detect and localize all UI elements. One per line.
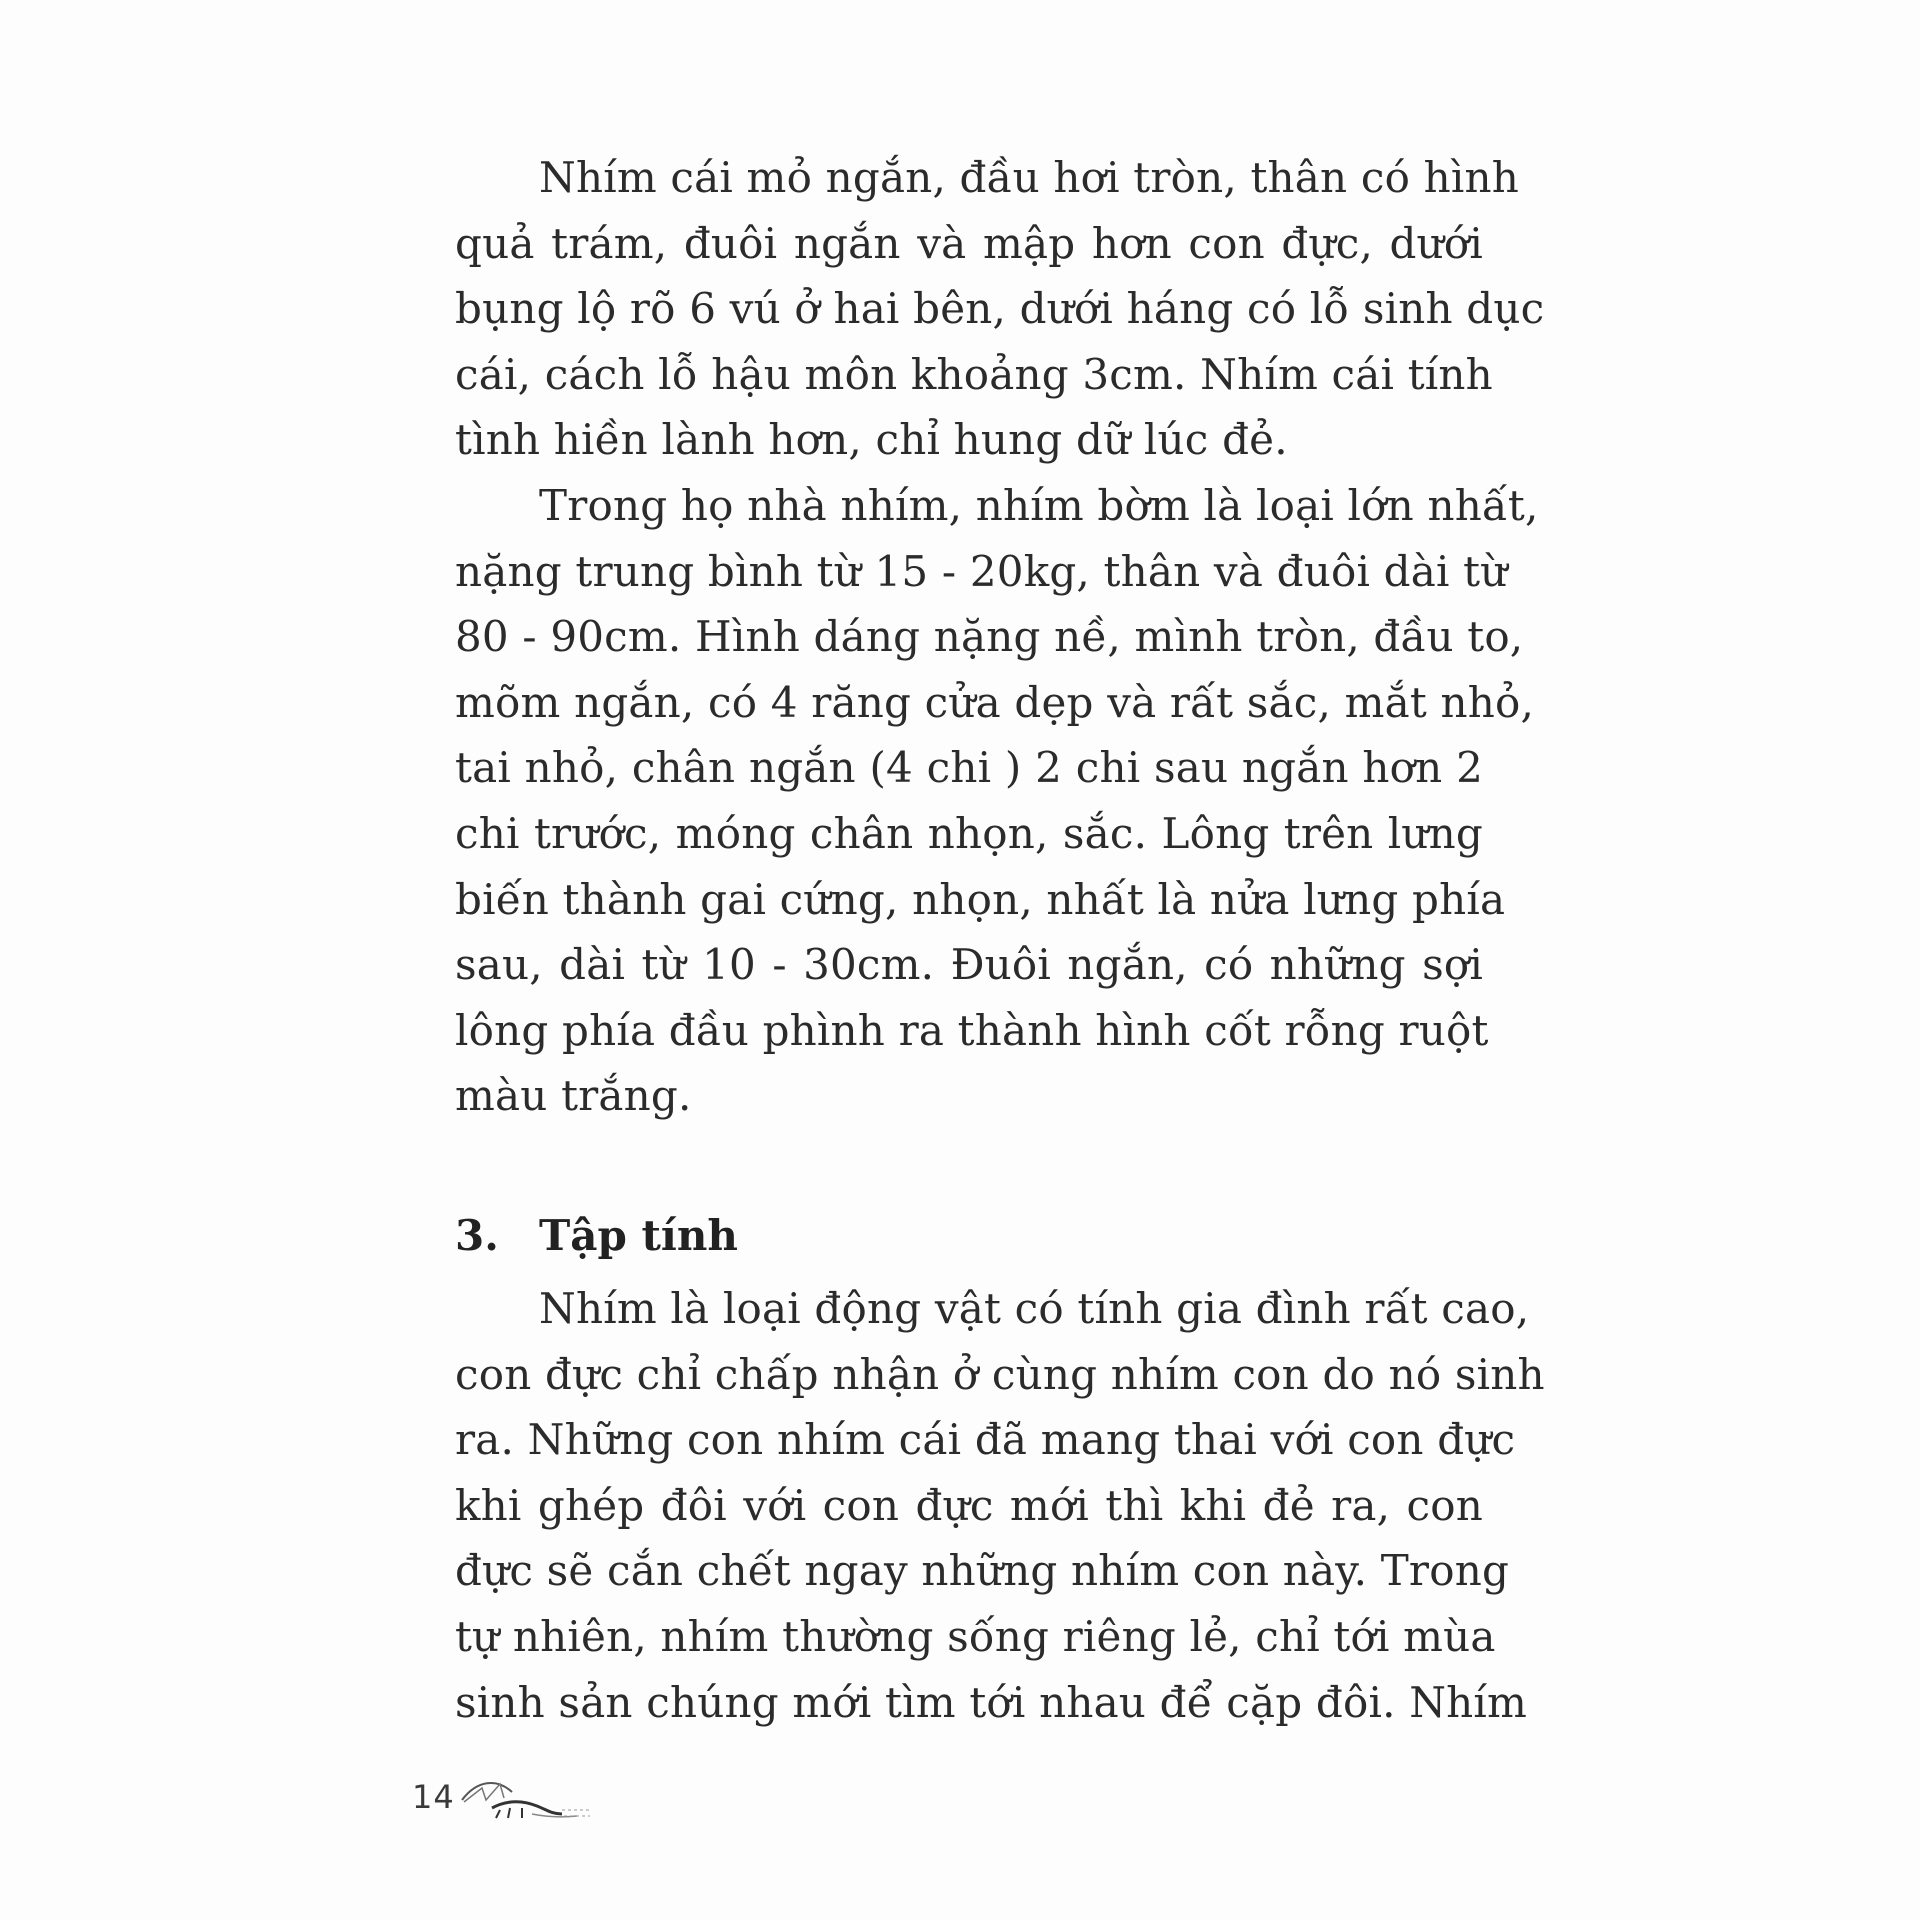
text-line: màu trắng. — [455, 1071, 692, 1121]
text-line: khi ghép đôi với con đực mới thì khi đẻ ra, con — [455, 1480, 1483, 1530]
porcupine-sketch-icon — [452, 1770, 602, 1826]
paragraph-female-description — [455, 145, 1545, 473]
text-line: biến thành gai cứng, nhọn, nhất là nửa lưng phía — [455, 874, 1506, 924]
text-line: lông phía đầu phình ra thành hình cốt rỗng ruột — [455, 1005, 1489, 1055]
text-line: mõm ngắn, có 4 răng cửa dẹp và rất sắc, mắt nhỏ, — [455, 677, 1535, 727]
text-line: Nhím là loại động vật có tính gia đình rất cao, — [539, 1284, 1530, 1333]
section-number: 3. — [455, 1211, 499, 1260]
text-line: bụng lộ rõ 6 vú ở hai bên, dưới háng có lỗ sinh dục — [455, 284, 1545, 334]
text-line: sinh sản chúng mới tìm tới nhau để cặp đôi. Nhím — [455, 1677, 1528, 1727]
page-number: 14 — [412, 1778, 455, 1816]
text-line: con đực chỉ chấp nhận ở cùng nhím con do nó sinh — [455, 1349, 1545, 1399]
text-line: Trong họ nhà nhím, nhím bờm là loại lớn nhất, — [539, 481, 1539, 530]
text-line: tự nhiên, nhím thường sống riêng lẻ, chỉ tới mùa — [455, 1611, 1496, 1661]
text-line: cái, cách lỗ hậu môn khoảng 3cm. Nhím cái tính — [455, 349, 1493, 399]
paragraph-crested-porcupine — [455, 473, 1539, 1129]
text-line: Nhím cái mỏ ngắn, đầu hơi tròn, thân có hình — [539, 153, 1519, 202]
text-line: nặng trung bình từ 15 - 20kg, thân và đuôi dài từ — [455, 546, 1508, 596]
text-line: chi trước, móng chân nhọn, sắc. Lông trên lưng — [455, 808, 1483, 858]
page-footer — [412, 1770, 612, 1830]
section-title: Tập tính — [539, 1211, 738, 1260]
text-line: sau, dài từ 10 - 30cm. Đuôi ngắn, có những sợi — [455, 940, 1483, 990]
paragraph-behavior — [455, 1276, 1545, 1735]
section-heading — [455, 1206, 738, 1266]
text-line: ra. Những con nhím cái đã mang thai với con đực — [455, 1415, 1516, 1465]
text-line: đực sẽ cắn chết ngay những nhím con này. Trong — [455, 1546, 1510, 1596]
text-line: tình hiền lành hơn, chỉ hung dữ lúc đẻ. — [455, 415, 1288, 465]
text-line: quả trám, đuôi ngắn và mập hơn con đực, dưới — [455, 218, 1483, 268]
text-line: tai nhỏ, chân ngắn (4 chi ) 2 chi sau ngắn hơn 2 — [455, 743, 1483, 793]
text-line: 80 - 90cm. Hình dáng nặng nề, mình tròn, đầu to, — [455, 612, 1524, 662]
